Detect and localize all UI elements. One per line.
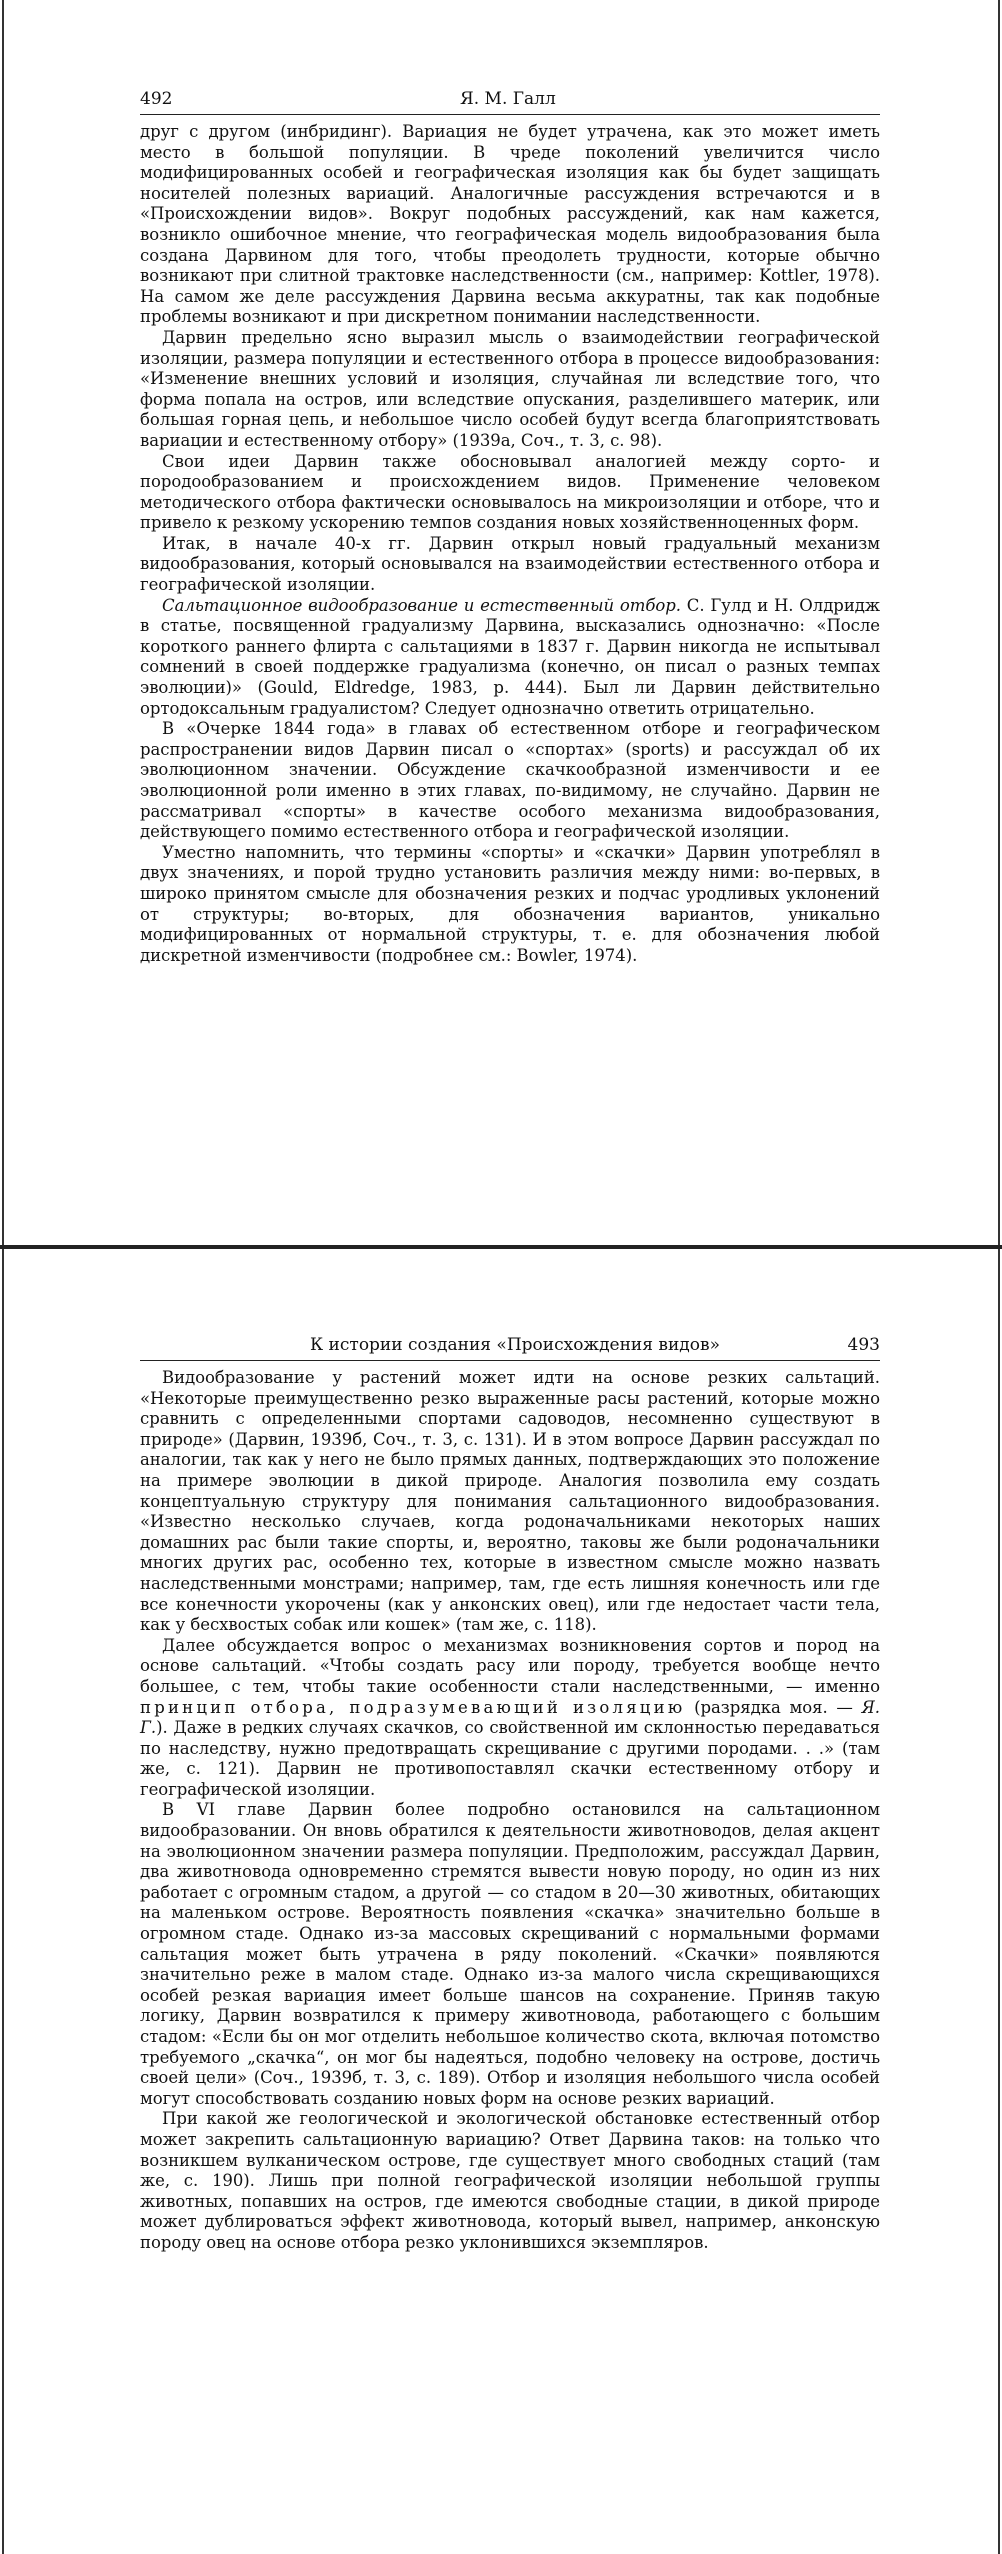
page-border-right: [998, 0, 1000, 1245]
paragraph: Свои идеи Дарвин также обосновывал аналогией между сорто- и породообразованием и происхождением видов. Применение человеком методического отбора фактически основывалось на микроизоляции и отборе, что и привело к резкому ускорению темпов создания новых хозяйственноценных форм.: [140, 451, 880, 533]
paragraph-text: ). Даже в редких случаях скачков, со свойственной им склонностью передаваться по наследству, нужно предотвращать скрещивание с другими породами. . .» (там же, с. 121). Дарвин не противопоставлял скачки естественному отбору и географической изоляции.: [140, 1718, 880, 1799]
page-number: 493: [847, 1335, 880, 1355]
page-493: [0, 1247, 1002, 2554]
paragraph-text: (разрядка моя. —: [694, 1697, 853, 1717]
section-paragraph: [140, 596, 880, 720]
header-rule: [140, 114, 880, 115]
section-heading: Сальтационное видообразование и естественный отбор.: [162, 595, 681, 615]
page-border-left: [2, 1249, 4, 2554]
paragraph-text: С. Гулд и Н. Олдридж в статье, посвященной градуализму Дарвина, высказались однозначно: «После короткого раннего флирта с сальтациями в 1837 г. Дарвин никогда не испытывал сомнений в своей поддержке градуализма (конечно, он писал о разных темпах эволюции)» (Gould, Eldredge, 1983, p. 444). Был ли Дарвин действительно ортодоксальным градуалистом? Следует однозначно ответить отрицательно.: [140, 595, 881, 718]
paragraph: В VI главе Дарвин более подробно остановился на сальтационном видообразовании. Он вновь обратился к деятельности животноводов, делая акцент на эволюционном значении размера популяции. Предположим, рассуждал Дарвин, два животновода одновременно стремятся вывести новую породу, но один из них работает с огромным стадом, а другой — со стадом в 20—30 животных, обитающих на маленьком острове. Вероятность появления «скачка» значительно больше в огромном стаде. Однако из-за массовых скрещиваний с нормальными формами сальтация может быть утрачена в ряду поколений. «Скачки» появляются значительно реже в малом стаде. Однако из-за малого числа скрещивающихся особей резкая вариация имеет больше шансов на сохранение. Приняв такую логику, Дарвин возвратился к примеру животновода, работающего с большим стадом: «Если бы он мог отделить небольшое количество скота, включая потомство требуемого „скачка“, он мог бы надеяться, подобно человеку на острове, достичь своей цели» (Соч., 1939б, т. 3, с. 189). Отбор и изоляция небольшого числа особей могут способствовать созданию новых форм на основе резких вариаций.: [140, 1800, 880, 2108]
text-body: [140, 1368, 880, 2254]
paragraph: Дарвин предельно ясно выразил мысль о взаимодействии географической изоляции, размера популяции и естественного отбора в процессе видообразования: «Изменение внешних условий и изоляция, случайная ли вследствие того, что форма попала на остров, или вследствие опускания, разделившего материк, или большая горная цепь, и небольшое число особей будут всегда благоприятствовать вариации и естественному отбору» (1939а, Соч., т. 3, с. 98).: [140, 327, 880, 450]
paragraph: Уместно напомнить, что термины «спорты» и «скачки» Дарвин употреблял в двух значениях, и порой трудно установить различия между ними: во-первых, в широко принятом смысле для обозначения резких и подчас уродливых уклонений от структуры; во-вторых, для обозначения вариантов, уникально модифицированных от нормальной структуры, т. е. для обозначения любой дискретной изменчивости (подробнее см.: Bowler, 1974).: [140, 842, 880, 965]
text-body: [140, 122, 880, 966]
spaced-emphasis: принцип отбора, подразумевающий изоляцию: [140, 1697, 686, 1717]
page-number: 492: [140, 89, 173, 109]
running-head: Я. М. Галл: [460, 89, 556, 109]
paragraph: друг с другом (инбридинг). Вариация не будет утрачена, как это может иметь место в большой популяции. В чреде поколений увеличится число модифицированных особей и географическая изоляция как бы будет защищать носителей полезных вариаций. Аналогичные рассуждения встречаются и в «Происхождении видов». Вокруг подобных рассуждений, как нам кажется, возникло ошибочное мнение, что географическая модель видообразования была создана Дарвином для того, чтобы преодолеть трудности, которые обычно возникают при слитной трактовке наследственности (см., например: Kottler, 1978). На самом же деле рассуждения Дарвина весьма аккуратны, так как подобные проблемы возникают и при дискретном понимании наследственности.: [140, 122, 880, 327]
page-header: [140, 88, 880, 112]
author-initials: Я. Г.: [140, 1697, 881, 1738]
running-head: К истории создания «Происхождения видов»: [310, 1335, 720, 1355]
page-header: [140, 1334, 880, 1358]
page-492: [0, 0, 1002, 1247]
page-border-right: [998, 1249, 1000, 2554]
paragraph-text: Далее обсуждается вопрос о механизмах возникновения сортов и пород на основе сальтаций. «Чтобы создать расу или породу, требуется вообще нечто большее, с тем, чтобы такие особенности стали наследственными, — именно: [140, 1635, 880, 1696]
paragraph: [140, 1636, 880, 1801]
paragraph: В «Очерке 1844 года» в главах об естественном отборе и географическом распространении видов Дарвин писал о «спортах» (sports) и рассуждал об их эволюционном значении. Обсуждение скачкообразной изменчивости и ее эволюционной роли именно в этих главах, по-видимому, не случайно. Дарвин не рассматривал «спорты» в качестве особого механизма видообразования, действующего помимо естественного отбора и географической изоляции.: [140, 719, 880, 842]
paragraph: Итак, в начале 40-х гг. Дарвин открыл новый градуальный механизм видообразования, который основывался на взаимодействии естественного отбора и географической изоляции.: [140, 533, 880, 595]
page-border-left: [2, 0, 4, 1245]
header-rule: [140, 1360, 880, 1361]
paragraph: При какой же геологической и экологической обстановке естественный отбор может закрепить сальтационную вариацию? Ответ Дарвина таков: на только что возникшем вулканическом острове, где существует много свободных стаций (там же, с. 190). Лишь при полной географической изоляции небольшой группы животных, попавших на остров, где имеются свободные стации, в дикой природе может дублироваться эффект животновода, который вывел, например, анконскую породу овец на основе отбора резко уклонившихся экземпляров.: [140, 2109, 880, 2252]
paragraph: Видообразование у растений может идти на основе резких сальтаций. «Некоторые преимущественно резко выраженные расы растений, которые можно сравнить с определенными спортами садоводов, несомненно существуют в природе» (Дарвин, 1939б, Соч., т. 3, с. 131). И в этом вопросе Дарвин рассуждал по аналогии, так как у него не было прямых данных, подтверждающих это положение на примере эволюции в дикой природе. Аналогия позволила ему создать концептуальную структуру для понимания сальтационного видообразования. «Известно несколько случаев, когда родоначальниками некоторых наших домашних рас были такие спорты, и, вероятно, таковы же были родоначальники многих других рас, особенно тех, которые в известном смысле можно назвать наследственными монстрами; например, там, где есть лишняя конечность или где все конечности укорочены (как у анконских овец), или где недостает части тела, как у бесхвостых собак или кошек» (там же, с. 118).: [140, 1368, 880, 1635]
